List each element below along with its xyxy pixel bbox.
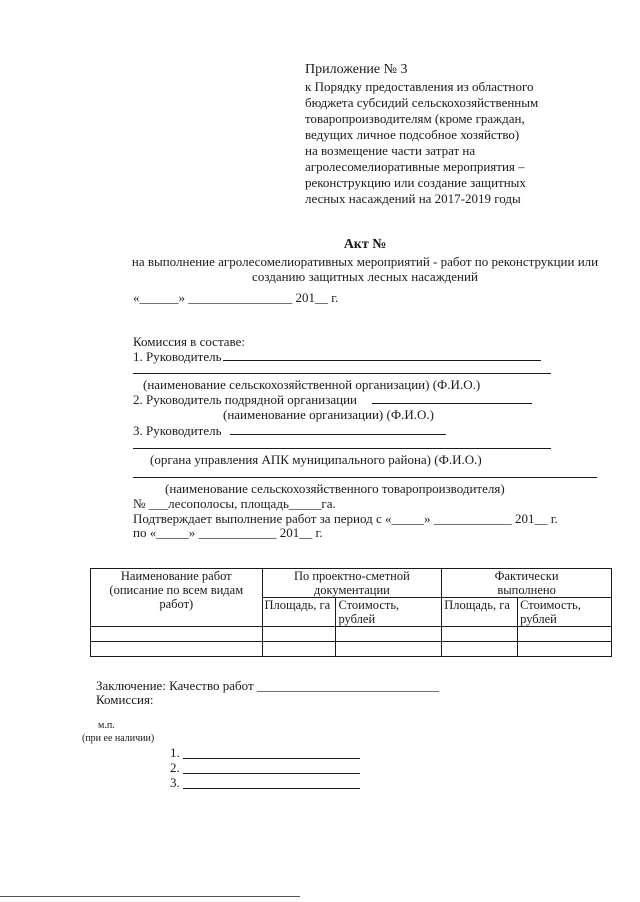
appendix-line: ведущих личное подсобное хозяйство) <box>305 127 520 142</box>
signature-number: 3. <box>170 775 180 790</box>
conclusion-line: Заключение: Качество работ ____________________________ <box>96 678 439 693</box>
appendix-line: агролесомелиоративные мероприятия – <box>305 159 525 174</box>
signature-rule <box>183 788 360 789</box>
appendix-line: на возмещение части затрат на <box>305 143 476 158</box>
appendix-line: бюджета субсидий сельскохозяйственным <box>305 95 539 110</box>
signature-number: 1. <box>170 745 180 760</box>
table-cell <box>518 627 612 642</box>
signature-rule <box>223 360 541 361</box>
column-header-area: Площадь, га <box>262 598 336 627</box>
table-cell <box>262 627 336 642</box>
act-title: Акт № <box>343 237 387 252</box>
signature-rule <box>183 758 360 759</box>
column-group-fact: Фактически выполнено <box>442 569 612 598</box>
act-subtitle: на выполнение агролесомелиоративных мероприятий - работ по реконструкции или <box>131 254 599 269</box>
table-cell <box>336 642 442 657</box>
appendix-line: товаропроизводителям (кроме граждан, <box>305 111 525 126</box>
appendix-line: реконструкцию или создание защитных <box>305 175 526 190</box>
column-header-area: Площадь, га <box>442 598 518 627</box>
table-cell <box>442 627 518 642</box>
appendix-line: к Порядку предоставления из областного <box>305 79 534 94</box>
column-header-name: Наименование работ (описание по всем видам работ) <box>91 569 263 627</box>
signature-number: 2. <box>170 760 180 775</box>
signature-rule <box>372 403 532 404</box>
commission-item-2: 2. Руководитель подрядной организации <box>133 392 357 407</box>
period-line: по «_____» ____________ 201__ г. <box>133 525 323 540</box>
table-row <box>91 627 612 642</box>
signature-rule <box>133 477 597 478</box>
table-cell <box>91 642 263 657</box>
stamp-label: м.п. <box>98 720 115 731</box>
commission-hint: (наименование организации) (Ф.И.О.) <box>223 407 434 422</box>
column-group-plan: По проектно-сметной документации <box>262 569 442 598</box>
works-table <box>90 568 612 657</box>
stamp-note: (при ее наличии) <box>82 733 155 744</box>
commission-hint: (наименование сельскохозяйственного товаропроизводителя) <box>165 481 505 496</box>
commission-heading: Комиссия в составе: <box>133 334 245 349</box>
table-row <box>91 642 612 657</box>
signature-rule <box>133 448 551 449</box>
table-cell <box>91 627 263 642</box>
commission-hint: (наименование сельскохозяйственной организации) (Ф.И.О.) <box>143 377 481 392</box>
table-cell <box>262 642 336 657</box>
table-cell <box>336 627 442 642</box>
appendix-title: Приложение № 3 <box>305 62 408 77</box>
strip-area-line: № ___лесополосы, площадь_____га. <box>133 496 336 511</box>
commission-hint: (органа управления АПК муниципального района) (Ф.И.О.) <box>150 452 482 467</box>
conclusion-commission: Комиссия: <box>96 692 154 707</box>
signature-rule <box>230 434 446 435</box>
act-date-line: «______» ________________ 201__ г. <box>133 290 339 305</box>
column-header-cost: Стоимость, рублей <box>336 598 442 627</box>
appendix-line: лесных насаждений на 2017-2019 годы <box>305 191 521 206</box>
table-cell <box>518 642 612 657</box>
table-cell <box>442 642 518 657</box>
signature-rule <box>183 773 360 774</box>
commission-item-1: 1. Руководитель <box>133 349 222 364</box>
column-header-cost: Стоимость, рублей <box>518 598 612 627</box>
act-subtitle: созданию защитных лесных насаждений <box>252 269 478 284</box>
table-header-row <box>91 569 612 598</box>
period-line: Подтверждает выполнение работ за период с «_____» ____________ 201__ г. <box>133 511 558 526</box>
signature-rule <box>133 373 551 374</box>
page-edge-line <box>0 896 300 897</box>
commission-item-3: 3. Руководитель <box>133 423 222 438</box>
